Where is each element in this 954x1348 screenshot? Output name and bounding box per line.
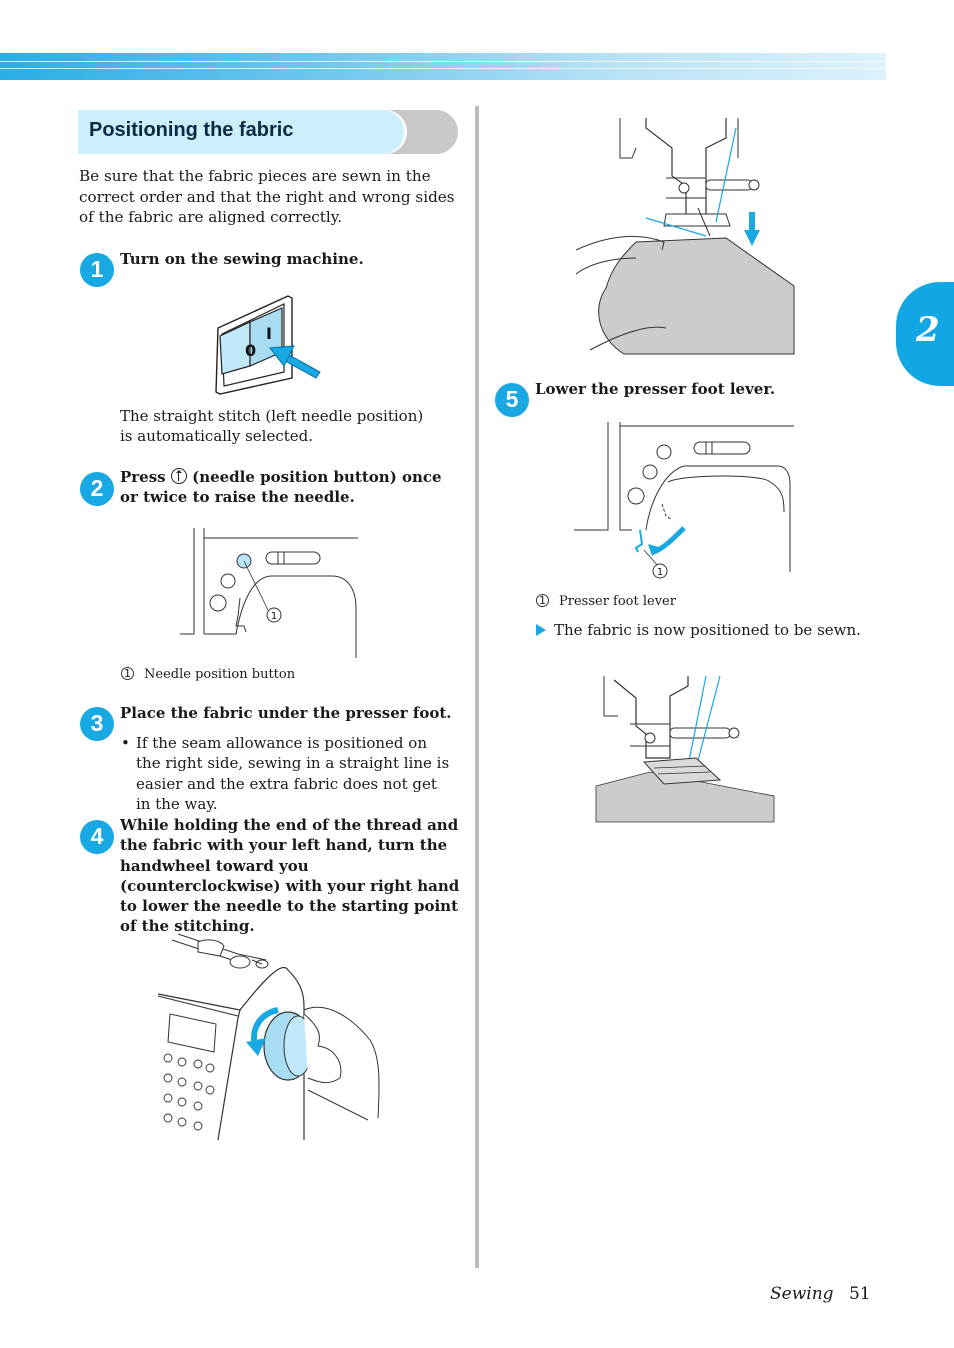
footer-chapter-name: Sewing <box>770 1284 834 1304</box>
switch-on-label: I <box>266 324 272 343</box>
column-divider <box>475 106 479 1268</box>
step-2-badge: 2 <box>80 472 114 506</box>
svg-text:1: 1 <box>270 611 278 622</box>
power-switch-illustration <box>212 292 327 402</box>
step-4-text: While holding the end of the thread and the fabric with your left hand, turn the handwheel toward you (counterclockwise) with your right hand to lower the needle to the starting point of the stitching. <box>120 816 460 936</box>
fabric-ready-illustration <box>596 676 774 822</box>
svg-text:1: 1 <box>656 567 664 578</box>
footer-page-number: 51 <box>848 1284 871 1304</box>
step-5-badge: 5 <box>495 383 529 417</box>
chapter-number: 2 <box>916 310 940 350</box>
switch-off-label: 0 <box>245 341 257 360</box>
step-3-text: Place the fabric under the presser foot. <box>120 704 452 722</box>
header-band <box>0 53 886 80</box>
step-5-text: Lower the presser foot lever. <box>535 380 776 398</box>
straight-stitch-note: The straight stitch (left needle position) is automatically selected. <box>120 407 424 446</box>
step-3-badge: 3 <box>80 707 114 741</box>
presser-foot-lever-illustration <box>574 422 796 582</box>
needle-position-panel-illustration <box>180 528 360 660</box>
section-title: Positioning the fabric <box>89 119 294 141</box>
section-title-bar <box>78 110 458 154</box>
handwheel-illustration <box>158 930 384 1140</box>
step-2-text: Press (needle position button) once or twice to raise the needle. <box>120 468 442 507</box>
needle-position-icon <box>171 468 187 484</box>
presser-foot-lever-caption: 1 Presser foot lever <box>536 594 836 609</box>
seam-allowance-bullet: • <box>121 734 130 752</box>
result-note: The fabric is now positioned to be sewn. <box>536 620 876 640</box>
step-4-badge: 4 <box>80 820 114 854</box>
result-arrow-icon <box>536 624 546 636</box>
intro-paragraph: Be sure that the fabric pieces are sewn in the correct order and that the right and wrong sides of the fabric are aligned correctly. <box>79 167 455 226</box>
step-1-badge: 1 <box>80 253 114 287</box>
needle-position-caption: 1 Needle position button <box>121 667 421 682</box>
fabric-under-foot-illustration <box>576 118 794 354</box>
chapter-tab <box>896 282 954 386</box>
seam-allowance-note: If the seam allowance is positioned on the right side, sewing in a straight line is easier and the extra fabric does not get in the way. <box>136 734 450 813</box>
page-footer <box>770 1284 880 1304</box>
step-1-text: Turn on the sewing machine. <box>120 250 364 268</box>
